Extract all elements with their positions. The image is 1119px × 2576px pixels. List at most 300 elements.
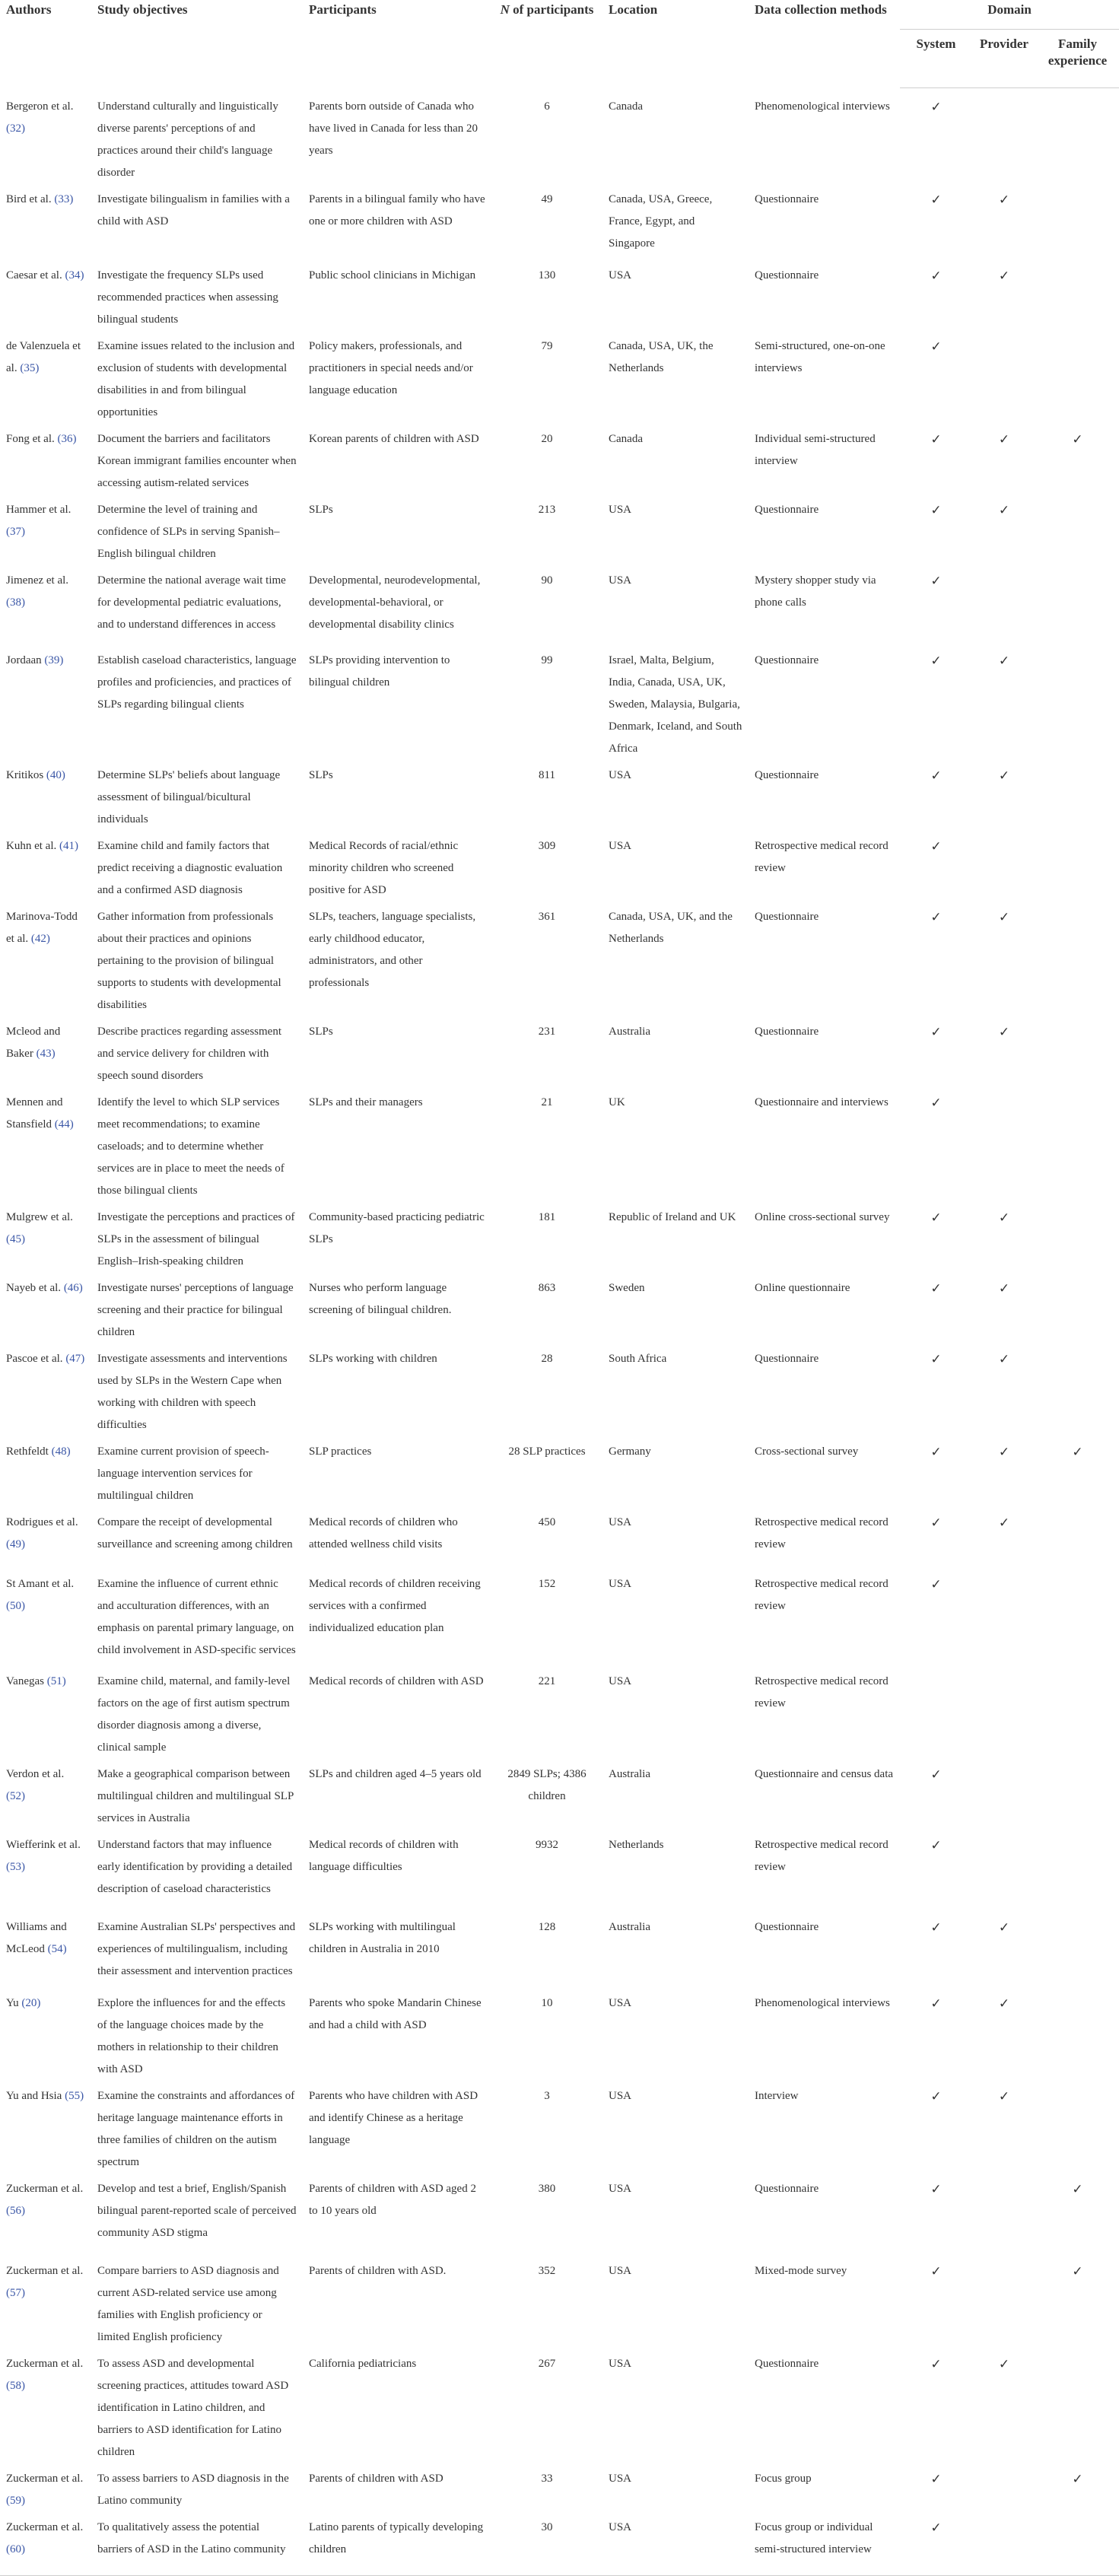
system-check: ✓: [900, 2515, 972, 2576]
method-cell: Questionnaire: [755, 1920, 819, 1933]
provider-check: ✓: [998, 1996, 1010, 2011]
system-check: ✓: [930, 100, 942, 114]
author-cell: Jordaan (39): [6, 654, 64, 666]
provider-check: ✓: [998, 2356, 1010, 2371]
n-cell: 221: [538, 1674, 556, 1687]
author-cell: Zuckerman et al. (60): [0, 2515, 91, 2576]
participants-cell: SLPs working with children: [309, 1352, 437, 1365]
provider-check: [972, 1090, 1036, 1205]
method-cell: Questionnaire and interviews: [755, 1096, 889, 1108]
location-cell: Canada, USA, UK, the Netherlands: [609, 339, 714, 374]
reference-link[interactable]: (56): [6, 2204, 25, 2217]
n-cell: 30: [491, 2515, 602, 2576]
objective-cell: Establish caseload characteristics, language profiles and proficiencies, and practices of SLPs regarding bilingual clients: [97, 654, 297, 711]
n-cell: 10: [541, 1996, 553, 2009]
reference-link[interactable]: (35): [20, 361, 40, 374]
location-cell: Canada: [609, 432, 643, 445]
system-check: ✓: [930, 1210, 942, 1225]
reference-link[interactable]: (38): [6, 596, 25, 609]
location-cell: USA: [609, 1996, 632, 2009]
objective-cell: Determine the level of training and confidence of SLPs in serving Spanish–English bilingual children: [97, 503, 280, 560]
n-cell: 231: [538, 1025, 556, 1038]
method-cell: Retrospective medical record review: [755, 1515, 889, 1550]
reference-link[interactable]: (39): [44, 654, 64, 666]
author-cell: Zuckerman et al. (57): [6, 2264, 84, 2299]
method-cell: Retrospective medical record review: [755, 1674, 889, 1709]
family-check: [1036, 834, 1119, 905]
reference-link[interactable]: (54): [47, 1942, 67, 1955]
system-check: ✓: [930, 838, 942, 854]
participants-cell: Medical records of children with language difficulties: [309, 1838, 459, 1873]
n-cell: 99: [541, 654, 553, 666]
table-row: [0, 88, 1119, 187]
objective-cell: To assess ASD and developmental screening practices, attitudes toward ASD identification in Latino children, and barriers to ASD identification for Latino children: [97, 2357, 289, 2458]
n-cell: 352: [538, 2264, 556, 2277]
location-cell: USA: [609, 269, 632, 281]
method-cell: Questionnaire: [755, 2357, 819, 2370]
author-cell: Jimenez et al. (38): [6, 574, 69, 609]
family-check: [1036, 763, 1119, 834]
table-row: [0, 1572, 1119, 1669]
n-cell: 21: [541, 1096, 553, 1108]
system-check: ✓: [930, 909, 942, 924]
location-cell: USA: [609, 2182, 632, 2195]
table-row: [0, 2177, 1119, 2259]
provider-check: [972, 2259, 1036, 2352]
method-cell: Individual semi-structured interview: [755, 432, 876, 467]
objective-cell: Examine current provision of speech-language intervention services for multilingual children: [97, 1445, 269, 1502]
participants-cell: Parents of children with ASD.: [309, 2264, 447, 2277]
family-check: [1036, 1510, 1119, 1572]
method-cell: Mystery shopper study via phone calls: [755, 574, 876, 609]
table-row: [0, 763, 1119, 834]
objective-cell: Make a geographical comparison between multilingual children and multilingual SLP services in Australia: [97, 1767, 294, 1824]
provider-check: ✓: [998, 1280, 1010, 1296]
author-cell: Mulgrew et al. (45): [6, 1210, 73, 1245]
reference-link[interactable]: (40): [46, 768, 65, 781]
author-cell: Fong et al. (36): [6, 432, 77, 445]
family-check: [1036, 905, 1119, 1019]
provider-check: ✓: [998, 1515, 1010, 1530]
reference-link[interactable]: (50): [6, 1599, 25, 1612]
family-check: [1036, 1762, 1119, 1833]
objective-cell: Investigate bilingualism in families with a child with ASD: [97, 192, 290, 227]
header-participants: Participants: [309, 2, 377, 17]
participants-cell: Parents of children with ASD: [309, 2472, 443, 2485]
objective-cell: Develop and test a brief, English/Spanish bilingual parent-reported scale of perceived community ASD stigma: [97, 2182, 297, 2239]
objective-cell: Examine child, maternal, and family-level factors on the age of first autism spectrum disorder diagnosis among a diverse, clinical sample: [97, 1674, 291, 1754]
table-row: [0, 427, 1119, 498]
table-row: [0, 1762, 1119, 1833]
system-check: ✓: [930, 1919, 942, 1935]
family-check: [1036, 1669, 1119, 1762]
method-cell: Questionnaire: [755, 269, 819, 281]
provider-check: [972, 88, 1036, 187]
n-cell: 28: [541, 1352, 553, 1365]
table-row: [0, 2352, 1119, 2466]
author-cell: Kuhn et al. (41): [6, 839, 78, 852]
family-check: [1036, 1205, 1119, 1276]
author-cell: Marinova-Todd et al. (42): [6, 910, 78, 945]
author-cell: Bird et al. (33): [6, 192, 74, 205]
family-check: [1036, 187, 1119, 263]
system-check: ✓: [930, 2088, 942, 2104]
location-cell: USA: [609, 2264, 632, 2277]
system-check: ✓: [930, 268, 942, 283]
system-check: ✓: [930, 2356, 942, 2371]
system-check: [900, 1669, 972, 1762]
reference-link[interactable]: (60): [6, 2543, 25, 2555]
author-cell: Vanegas (51): [6, 1674, 66, 1687]
objective-cell: Compare the receipt of developmental surveillance and screening among children: [97, 1515, 293, 1550]
location-cell: Netherlands: [609, 1838, 664, 1851]
system-check: ✓: [930, 2263, 942, 2279]
participants-cell: SLPs, teachers, language specialists, early childhood educator, administrators, and other professionals: [309, 910, 476, 989]
reference-link[interactable]: (37): [6, 525, 25, 538]
objective-cell: Examine issues related to the inclusion and exclusion of students with developmental disabilities in and from bilingual opportunities: [97, 339, 295, 418]
participants-cell: Parents in a bilingual family who have one or more children with ASD: [309, 192, 485, 227]
method-cell: Online questionnaire: [755, 1281, 850, 1294]
participants-cell: SLPs and children aged 4–5 years old: [309, 1767, 482, 1780]
objective-cell: Describe practices regarding assessment and service delivery for children with speech sound disorders: [97, 1025, 281, 1082]
participants-cell: Parents born outside of Canada who have lived in Canada for less than 20 years: [309, 100, 478, 157]
method-cell: Focus group: [755, 2472, 812, 2485]
method-cell: Phenomenological interviews: [755, 100, 890, 113]
author-cell: Rethfeldt (48): [6, 1445, 71, 1458]
table-row: [0, 2084, 1119, 2177]
provider-check: [972, 1572, 1036, 1669]
table-row: [0, 1019, 1119, 1090]
n-cell: 130: [538, 269, 556, 281]
location-cell: Canada: [609, 100, 643, 113]
family-check: [1036, 1572, 1119, 1669]
provider-check: [972, 834, 1036, 905]
method-cell: Questionnaire: [755, 1025, 819, 1038]
method-cell: Online cross-sectional survey: [755, 1210, 890, 1223]
table-row: [0, 1439, 1119, 1510]
reference-link[interactable]: (36): [57, 432, 77, 445]
reference-link[interactable]: (47): [65, 1352, 85, 1365]
family-check: [1036, 648, 1119, 763]
method-cell: Focus group or individual semi-structured interview: [749, 2515, 900, 2576]
method-cell: Questionnaire: [755, 192, 819, 205]
objective-cell: Determine the national average wait time for developmental pediatric evaluations, and to understand differences in access: [97, 574, 286, 631]
objective-cell: Investigate the frequency SLPs used recommended practices when assessing bilingual students: [97, 269, 278, 326]
method-cell: Questionnaire: [755, 503, 819, 516]
n-cell: 2849 SLPs; 4386 children: [507, 1767, 587, 1802]
family-check: ✓: [1072, 2181, 1083, 2196]
objective-cell: Examine child and family factors that predict receiving a diagnostic evaluation and a confirmed ASD diagnosis: [97, 839, 283, 896]
n-cell: 28 SLP practices: [508, 1445, 586, 1458]
reference-link[interactable]: (57): [6, 2286, 25, 2299]
author-cell: Zuckerman et al. (56): [6, 2182, 84, 2217]
reference-link[interactable]: (52): [6, 1789, 25, 1802]
system-check: ✓: [930, 431, 942, 447]
table-row: [0, 263, 1119, 334]
objective-cell: Investigate assessments and interventions used by SLPs in the Western Cape when working with children with speech difficulties: [97, 1352, 288, 1431]
method-cell: Retrospective medical record review: [755, 839, 889, 874]
objective-cell: Examine Australian SLPs' perspectives and experiences of multilingualism, including their assessment and intervention practices: [97, 1920, 296, 1977]
author-cell: Rodrigues et al. (49): [6, 1515, 78, 1550]
table-row: [0, 1915, 1119, 1991]
provider-check: ✓: [998, 1210, 1010, 1225]
objective-cell: Investigate nurses' perceptions of language screening and their practice for bilingual children: [97, 1281, 294, 1338]
provider-check: [972, 1833, 1036, 1915]
location-cell: USA: [609, 1515, 632, 1528]
provider-check: [972, 334, 1036, 427]
author-cell: Bergeron et al. (32): [6, 100, 74, 135]
header-data-collection: Data collection methods: [755, 2, 887, 17]
header-n-italic: N: [500, 2, 510, 17]
author-cell: Nayeb et al. (46): [6, 1281, 83, 1294]
author-cell: Zuckerman et al. (59): [6, 2472, 84, 2507]
location-cell: Australia: [609, 1025, 650, 1038]
method-cell: Questionnaire: [755, 2182, 819, 2195]
participants-cell: Parents who have children with ASD and identify Chinese as a heritage language: [309, 2089, 478, 2146]
provider-check: ✓: [998, 1444, 1010, 1459]
table-row: [0, 2259, 1119, 2352]
table-row: [0, 334, 1119, 427]
method-cell: Questionnaire: [755, 768, 819, 781]
n-cell: 6: [544, 100, 550, 113]
participants-cell: Korean parents of children with ASD: [309, 432, 479, 445]
reference-link[interactable]: (45): [6, 1232, 25, 1245]
n-cell: 79: [541, 339, 553, 352]
participants-cell: Medical records of children receiving services with a confirmed individualized education plan: [309, 1577, 481, 1634]
reference-link[interactable]: (58): [6, 2379, 25, 2392]
objective-cell: Gather information from professionals about their practices and opinions pertaining to the provision of bilingual supports to students with developmental disabilities: [97, 910, 281, 1011]
objective-cell: Compare barriers to ASD diagnosis and current ASD-related service use among families with English proficiency or limited English proficiency: [97, 2264, 279, 2343]
author-cell: Pascoe et al. (47): [6, 1352, 85, 1365]
family-check: [1036, 2352, 1119, 2466]
location-cell: Israel, Malta, Belgium, India, Canada, USA, UK, Sweden, Malaysia, Bulgaria, Denmark, Iceland, and South Africa: [609, 654, 742, 755]
author-cell: Mennen and Stansfield (44): [6, 1096, 74, 1131]
provider-check: ✓: [998, 192, 1010, 207]
author-cell: Wiefferink et al. (53): [6, 1838, 81, 1873]
provider-check: ✓: [998, 2088, 1010, 2104]
provider-check: [972, 568, 1036, 648]
table-row: [0, 498, 1119, 568]
reference-link[interactable]: (55): [65, 2089, 84, 2102]
table-row: [0, 1510, 1119, 1572]
n-cell: 128: [538, 1920, 556, 1933]
family-check: [1036, 334, 1119, 427]
provider-check: ✓: [998, 1024, 1010, 1039]
location-cell: UK: [609, 1096, 625, 1108]
family-check: ✓: [1072, 2471, 1083, 2486]
reference-link[interactable]: (33): [54, 192, 74, 205]
family-check: [1036, 263, 1119, 334]
method-cell: Questionnaire and census data: [755, 1767, 894, 1780]
participants-cell: SLPs: [309, 503, 333, 516]
participants-cell: SLPs: [309, 768, 333, 781]
n-cell: 450: [538, 1515, 556, 1528]
location-cell: Australia: [609, 1767, 650, 1780]
author-cell: Hammer et al. (37): [6, 503, 72, 538]
n-cell: 309: [538, 839, 556, 852]
table-row: [0, 1276, 1119, 1347]
participants-cell: Parents who spoke Mandarin Chinese and had a child with ASD: [309, 1996, 482, 2031]
n-cell: 9932: [536, 1838, 558, 1851]
header-location: Location: [609, 2, 658, 17]
n-cell: 267: [538, 2357, 556, 2370]
author-cell: Caesar et al. (34): [6, 269, 84, 281]
provider-check: [972, 1669, 1036, 1762]
family-check: ✓: [1072, 1444, 1083, 1459]
table-body: [0, 88, 1119, 2576]
family-check: [1036, 1276, 1119, 1347]
author-cell: Kritikos (40): [6, 768, 65, 781]
participants-cell: Policy makers, professionals, and practitioners in special needs and/or language education: [309, 339, 473, 396]
objective-cell: Investigate the perceptions and practices of SLPs in the assessment of bilingual English–Irish-speaking children: [97, 1210, 295, 1267]
reference-link[interactable]: (51): [46, 1674, 66, 1687]
location-cell: USA: [609, 503, 632, 516]
n-cell: 90: [541, 574, 553, 587]
location-cell: Sweden: [609, 1281, 645, 1294]
header-objectives: Study objectives: [97, 2, 188, 17]
provider-check: ✓: [998, 909, 1010, 924]
method-cell: Questionnaire: [755, 654, 819, 666]
author-cell: St Amant et al. (50): [6, 1577, 75, 1612]
header-domain: Domain: [900, 0, 1119, 30]
objective-cell: To assess barriers to ASD diagnosis in the Latino community: [97, 2472, 289, 2507]
header-n-rest: of participants: [509, 2, 594, 17]
family-check: ✓: [1072, 431, 1083, 447]
table-row: [0, 1833, 1119, 1915]
family-check: [1036, 1991, 1119, 2084]
reference-link[interactable]: (49): [6, 1538, 25, 1550]
provider-check: ✓: [998, 502, 1010, 517]
location-cell: USA: [609, 1577, 632, 1590]
n-cell: 213: [538, 503, 556, 516]
participants-cell: SLPs and their managers: [309, 1096, 423, 1108]
header-authors: Authors: [6, 2, 52, 17]
n-cell: 361: [538, 910, 556, 923]
participants-cell: SLP practices: [309, 1445, 372, 1458]
location-cell: Germany: [609, 1445, 651, 1458]
objective-cell: Explore the influences for and the effects of the language choices made by the mothers in relationship to their children with ASD: [97, 1996, 286, 2075]
system-check: ✓: [930, 339, 942, 354]
provider-check: [972, 2177, 1036, 2259]
reference-link[interactable]: (41): [59, 839, 78, 852]
provider-check: [972, 2466, 1036, 2515]
system-check: ✓: [930, 502, 942, 517]
method-cell: Questionnaire: [755, 910, 819, 923]
participants-cell: California pediatricians: [309, 2357, 417, 2370]
reference-link[interactable]: (59): [6, 2494, 25, 2507]
reference-link[interactable]: (32): [6, 122, 25, 135]
objective-cell: Examine the constraints and affordances of heritage language maintenance efforts in three families of children on the autism spectrum: [97, 2089, 295, 2168]
table-row: [0, 187, 1119, 263]
header-provider: Provider: [972, 30, 1036, 88]
author-cell: Williams and McLeod (54): [6, 1920, 67, 1955]
family-check: [1036, 1090, 1119, 1205]
header-n-participants: [491, 0, 602, 88]
reference-link[interactable]: (44): [54, 1118, 74, 1131]
participants-cell: SLPs working with multilingual children in Australia in 2010: [309, 1920, 456, 1955]
reference-link[interactable]: (43): [36, 1047, 56, 1060]
n-cell: 49: [541, 192, 553, 205]
participants-cell: SLPs providing intervention to bilingual children: [309, 654, 450, 689]
family-check: [1036, 568, 1119, 648]
author-cell: Zuckerman et al. (58): [6, 2357, 84, 2392]
provider-check: ✓: [998, 653, 1010, 668]
method-cell: Cross-sectional survey: [755, 1445, 859, 1458]
family-check: [1036, 1833, 1119, 1915]
method-cell: Mixed-mode survey: [755, 2264, 847, 2277]
reference-link[interactable]: (53): [6, 1860, 25, 1873]
provider-check: [972, 2515, 1036, 2576]
participants-cell: Developmental, neurodevelopmental, developmental-behavioral, or developmental disability clinics: [309, 574, 481, 631]
participants-cell: Public school clinicians in Michigan: [309, 269, 476, 281]
location-cell: USA: [609, 1674, 632, 1687]
table-row: [0, 648, 1119, 763]
location-cell: Australia: [609, 1920, 650, 1933]
location-cell: USA: [609, 2357, 632, 2370]
table-row: [0, 2466, 1119, 2515]
objective-cell: To qualitatively assess the potential barriers of ASD in the Latino community: [91, 2515, 303, 2576]
family-check: [1036, 1915, 1119, 1991]
reference-link[interactable]: (42): [30, 932, 50, 945]
system-check: ✓: [930, 1095, 942, 1110]
table-row: [0, 568, 1119, 648]
location-cell: USA: [609, 2472, 632, 2485]
n-cell: 863: [538, 1281, 556, 1294]
n-cell: 3: [544, 2089, 550, 2102]
objective-cell: Understand culturally and linguistically diverse parents' perceptions of and practices around their child's language disorder: [97, 100, 278, 179]
author-cell: Yu (20): [6, 1996, 41, 2009]
participants-cell: SLPs: [309, 1025, 333, 1038]
location-cell: Canada, USA, Greece, France, Egypt, and Singapore: [609, 192, 713, 250]
reference-link[interactable]: (48): [51, 1445, 71, 1458]
table-row: [0, 1991, 1119, 2084]
system-check: ✓: [930, 1767, 942, 1782]
table-row: [0, 834, 1119, 905]
table-row: [0, 2515, 1119, 2576]
table-row: [0, 1669, 1119, 1762]
header-family-experience: Family experience: [1036, 30, 1119, 88]
family-check: [1036, 88, 1119, 187]
reference-link[interactable]: (46): [63, 1281, 83, 1294]
provider-check: ✓: [998, 268, 1010, 283]
n-cell: 380: [538, 2182, 556, 2195]
participants-cell: Nurses who perform language screening of bilingual children.: [309, 1281, 452, 1316]
system-check: ✓: [930, 1837, 942, 1852]
reference-link[interactable]: (20): [21, 1996, 41, 2009]
participants-cell: Medical Records of racial/ethnic minority children who screened positive for ASD: [309, 839, 459, 896]
system-check: ✓: [930, 2471, 942, 2486]
family-check: [1036, 2515, 1119, 2576]
provider-check: ✓: [998, 768, 1010, 783]
objective-cell: Determine SLPs' beliefs about language assessment of bilingual/bicultural individuals: [97, 768, 281, 825]
reference-link[interactable]: (34): [65, 269, 84, 281]
provider-check: ✓: [998, 1919, 1010, 1935]
objective-cell: Document the barriers and facilitators Korean immigrant families encounter when accessing autism-related services: [97, 432, 297, 489]
table-row: [0, 1090, 1119, 1205]
participants-cell: Latino parents of typically developing children: [303, 2515, 491, 2576]
n-cell: 181: [538, 1210, 556, 1223]
system-check: ✓: [930, 1351, 942, 1366]
table-row: [0, 1205, 1119, 1276]
family-check: [1036, 1347, 1119, 1439]
author-cell: Verdon et al. (52): [6, 1767, 65, 1802]
objective-cell: Identify the level to which SLP services meet recommendations; to examine caseloads; and to determine whether services are in place to meet the needs of those bilingual clients: [97, 1096, 285, 1197]
location-cell: USA: [609, 839, 632, 852]
system-check: ✓: [930, 1515, 942, 1530]
objective-cell: Understand factors that may influence early identification by providing a detailed description of caseload characteristics: [97, 1838, 293, 1895]
family-check: [1036, 2084, 1119, 2177]
participants-cell: Medical records of children with ASD: [309, 1674, 484, 1687]
